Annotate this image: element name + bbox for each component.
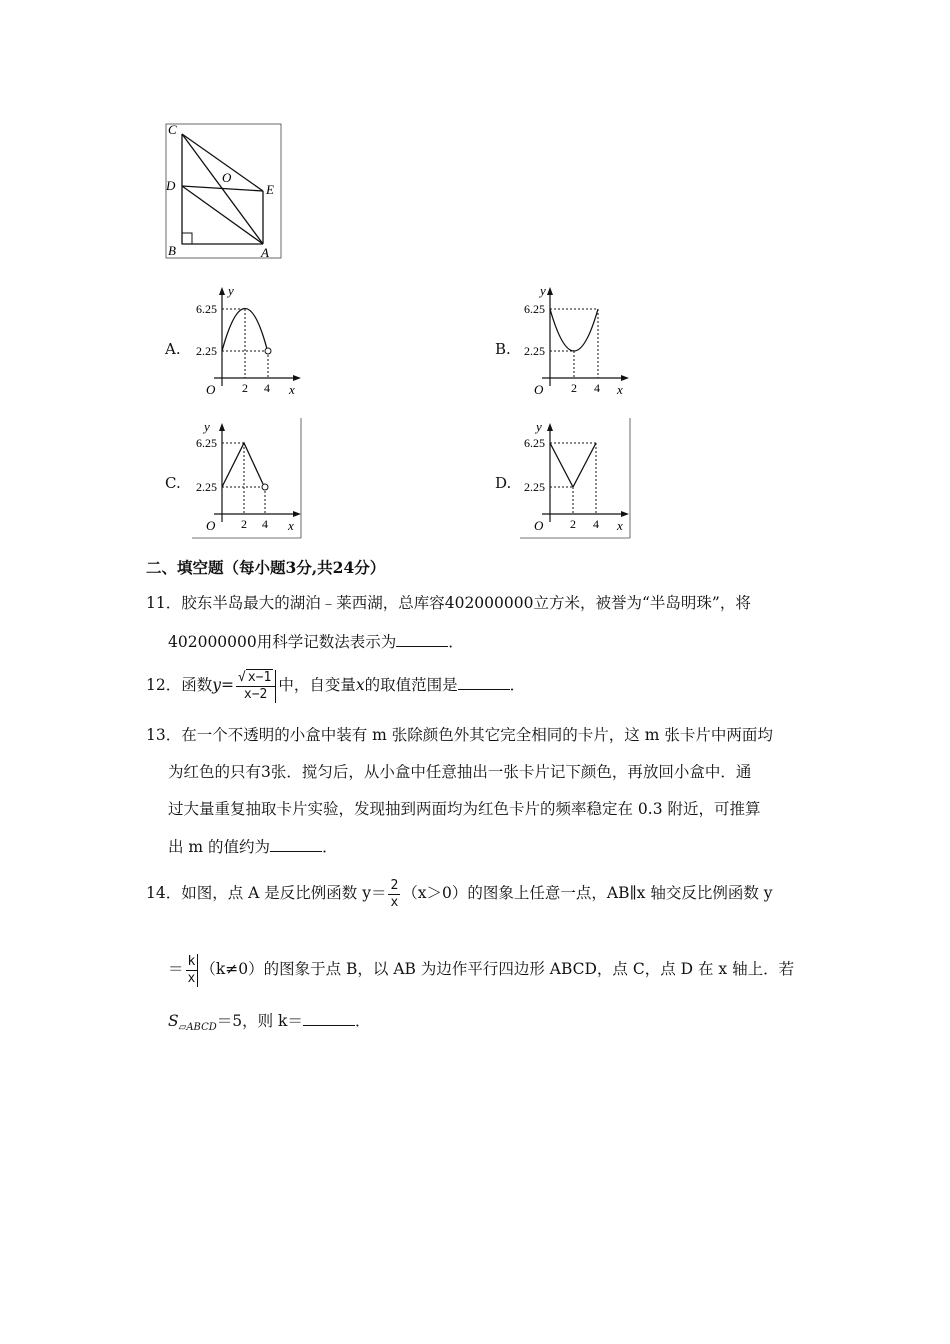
q14-mid: （x＞0）的图象上任意一点，AB∥x 轴交反比例函数 y — [402, 884, 773, 902]
q14-line2-post: （k≠0）的图象于点 B，以 AB 为边作平行四边形 ABCD，点 C，点 D 在 x 轴上．若 — [200, 960, 795, 978]
q12-mid: 中，自变量 — [278, 676, 356, 694]
q11-end: ． — [448, 633, 464, 651]
curve — [550, 443, 596, 487]
open-point — [262, 484, 268, 490]
q14-numerator: 2 — [390, 877, 399, 893]
tick-y-low: 2.25 — [196, 344, 217, 358]
tick-y-top: 6.25 — [524, 436, 545, 450]
option-d-graph — [520, 418, 632, 540]
x-arrow-icon — [293, 375, 301, 381]
q12-denominator: x−2 — [243, 686, 268, 702]
curve — [550, 309, 598, 351]
q12-var-y: y — [212, 676, 221, 694]
axis-y-label: y — [228, 283, 234, 298]
tick-x1: 2 — [570, 517, 576, 531]
section-title: 二、填空题（每小题3分,共24分） — [146, 558, 386, 577]
origin-label: O — [534, 382, 544, 397]
q13-line1: 13．在一个不透明的小盒中装有 m 张除颜色外其它完全相同的卡片，这 m 张卡片中两面均 — [146, 726, 773, 744]
q13-answer-blank[interactable] — [270, 836, 322, 852]
q14-numerator-k: k — [187, 953, 196, 969]
label-d: D — [166, 178, 176, 193]
label-a: A — [261, 245, 269, 260]
option-d-label: D. — [495, 474, 512, 492]
q12-pre: 12．函数 — [146, 676, 213, 694]
tick-y-low: 2.25 — [196, 480, 217, 494]
axis-x-label: x — [617, 518, 623, 533]
origin-label: O — [206, 382, 216, 397]
y-arrow-icon — [547, 423, 553, 431]
tick-x2: 4 — [593, 517, 599, 531]
option-a-label: A. — [165, 340, 181, 358]
tick-y-top: 6.25 — [196, 302, 217, 316]
q13-line2: 为红色的只有3张．搅匀后，从小盒中任意抽出一张卡片记下颜色，再放回小盒中．通 — [168, 763, 752, 781]
tick-x1: 2 — [241, 517, 247, 531]
q12 — [146, 662, 525, 708]
open-point — [265, 348, 271, 354]
axis-x-label: x — [289, 382, 295, 397]
origin-label: O — [534, 518, 544, 533]
q14-end: ． — [354, 1012, 371, 1030]
q12-fraction — [236, 670, 276, 703]
origin-label: O — [206, 518, 216, 533]
q12-post: 的取值范围是 — [364, 676, 458, 694]
q12-answer-blank[interactable] — [458, 674, 510, 690]
option-b-label: B. — [495, 340, 511, 358]
q13-line3: 过大量重复抽取卡片实验，发现抽到两面均为红色卡片的频率稳定在 0.3 附近，可推算 — [168, 800, 761, 818]
q14-line1 — [146, 870, 773, 916]
tick-y-low: 2.25 — [524, 344, 545, 358]
q12-radicand: x−1 — [247, 669, 272, 685]
tick-x2: 4 — [594, 381, 600, 395]
tick-x2: 4 — [264, 381, 270, 395]
q14-line3-post: ＝5，则 k＝ — [216, 1012, 303, 1030]
y-arrow-icon — [219, 423, 225, 431]
q13-text: 出 m 的值约为 — [168, 838, 271, 856]
y-arrow-icon — [547, 287, 553, 295]
axis-y-label: y — [204, 419, 210, 434]
q13-line4 — [168, 836, 338, 858]
label-c: C — [168, 122, 177, 137]
option-b-graph — [520, 282, 632, 400]
y-arrow-icon — [219, 287, 225, 295]
q14-fraction — [388, 878, 400, 911]
axis-x-label: x — [288, 518, 294, 533]
q14-answer-blank[interactable] — [303, 1010, 355, 1026]
x-arrow-icon — [293, 511, 301, 517]
geometry-figure — [160, 120, 290, 262]
q12-numerator: √ x−1 — [236, 670, 275, 687]
q11-line1: 11．胶东半岛最大的湖泊﹣莱西湖，总库容402000000立方米，被誉为“半岛明珠”，将 — [146, 594, 751, 612]
q14-s: S — [168, 1012, 179, 1030]
curve — [222, 443, 263, 487]
option-c-label: C. — [165, 474, 181, 492]
right-angle-mark — [182, 233, 192, 244]
label-e: E — [266, 182, 274, 197]
q14-line2 — [168, 946, 794, 992]
q11-text: 402000000用科学记数法表示为 — [168, 633, 397, 651]
option-c-graph — [192, 418, 304, 540]
axis-y-label: y — [536, 419, 542, 434]
tick-y-low: 2.25 — [524, 480, 545, 494]
tick-y-top: 6.25 — [524, 302, 545, 316]
label-o: O — [222, 170, 232, 185]
q11-answer-blank[interactable] — [396, 631, 448, 647]
q14-denominator: x — [390, 894, 399, 910]
tick-x1: 2 — [571, 381, 577, 395]
q14-fraction-k — [186, 954, 199, 987]
q12-var-x: x — [355, 676, 365, 694]
x-arrow-icon — [621, 375, 629, 381]
q12-eq: = — [221, 676, 234, 694]
tick-x2: 4 — [262, 517, 268, 531]
q14-line3 — [168, 1010, 370, 1039]
label-b: B — [168, 243, 176, 258]
x-arrow-icon — [621, 511, 629, 517]
segment-de — [182, 186, 263, 191]
tick-y-top: 6.25 — [196, 436, 217, 450]
q13-end: ． — [322, 838, 338, 856]
q14-s-sub: ▱ABCD — [178, 1022, 217, 1034]
q11-line2 — [168, 631, 464, 653]
axis-y-label: y — [540, 283, 546, 298]
option-a-graph — [192, 282, 304, 400]
q14-denominator-k: x — [187, 970, 196, 986]
q12-end: ． — [509, 676, 526, 694]
axis-x-label: x — [617, 382, 623, 397]
q14-line2-pre: ＝ — [168, 960, 184, 978]
tick-x1: 2 — [242, 381, 248, 395]
segment-da — [182, 186, 263, 244]
q14-pre: 14．如图，点 A 是反比例函数 y＝ — [146, 884, 387, 902]
